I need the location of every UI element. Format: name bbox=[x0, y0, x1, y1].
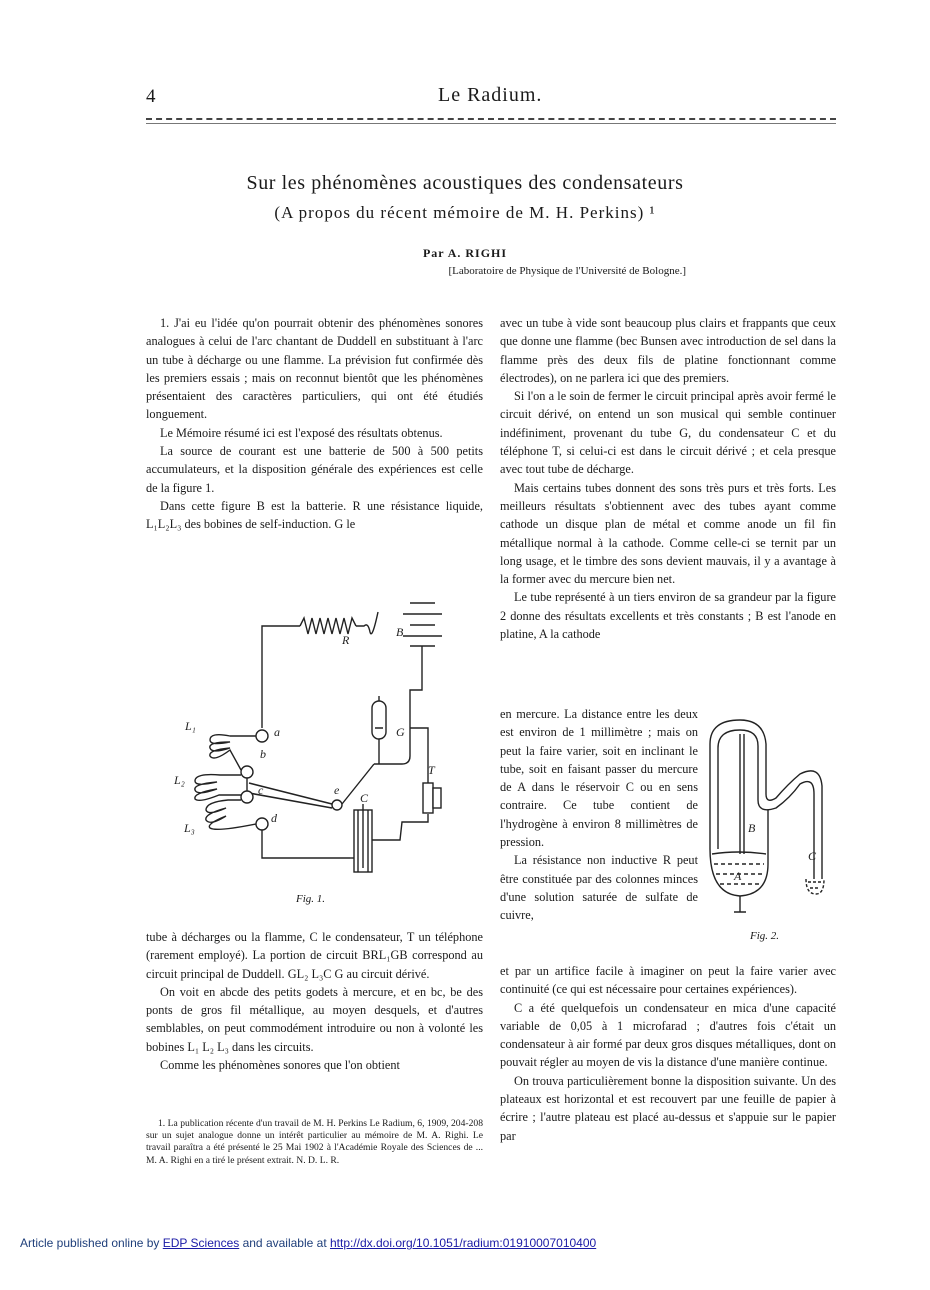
article-subtitle: (A propos du récent mémoire de M. H. Perkins) ¹ bbox=[274, 203, 656, 222]
label-e: e bbox=[334, 783, 340, 797]
right-column-end bbox=[500, 962, 836, 1145]
footnote-text: 1. La publication récente d'un travail de M. H. Perkins Le Radium, 6, 1909, 204-208 sur un sujet analogue donne un intérêt particulier au mémoire de M. A. Righi. Le travail paraîtra a été présenté le 25 Mai 1902 à l'Académie Royale des Sciences de ... M. A. Righi en a tiré le présent extrait. N. D. L. R. bbox=[146, 1118, 483, 1166]
label-A: A bbox=[734, 869, 742, 883]
paragraph: Le tube représenté à un tiers environ de sa grandeur par la figure 2 donne des résultats excellents et très constants ; B est l'anode en platine, A la cathode bbox=[500, 590, 836, 642]
tube-outline bbox=[710, 720, 822, 879]
anode-wire bbox=[740, 734, 744, 854]
battery-symbol bbox=[403, 603, 442, 646]
label-c: c bbox=[258, 783, 264, 797]
header-rule bbox=[146, 118, 836, 120]
label-L1: L₁ bbox=[185, 719, 196, 733]
right-column-wrapped-text bbox=[500, 705, 698, 925]
right-column bbox=[500, 314, 836, 643]
figure-2-caption: Fig. 2. bbox=[750, 930, 780, 942]
label-L2: L₂ bbox=[174, 773, 185, 787]
figure-2-discharge-tube bbox=[704, 714, 834, 924]
paragraph: C a été quelquefois un condensateur en mica d'une capacité variable de 0,05 à 1 microfarad ; d'autres fois c'était un condensateur à air formé par deux gros disques métalliques, dont on pouvait régler au moyen de vis la distance d'une manière continue. bbox=[500, 1000, 836, 1070]
paragraph: et par un artifice facile à imaginer on peut la faire varier avec continuité (ce qui est nécessaire pour certaines expériences). bbox=[500, 964, 836, 997]
article-title: Sur les phénomènes acoustiques des condensateurs bbox=[246, 172, 684, 194]
footer-prefix: Article published online by bbox=[20, 1236, 163, 1250]
paragraph: Comme les phénomènes sonores que l'on obtient bbox=[160, 1058, 400, 1073]
resistance-symbol bbox=[300, 618, 356, 634]
affiliation: [Laboratoire de Physique de l'Université de Bologne.] bbox=[448, 265, 686, 277]
label-C: C bbox=[808, 849, 817, 863]
paragraph: en mercure. La distance entre les deux est environ de 1 millimètre ; mais on peut la faire varier, soit en inclinant le tube, soit en faisant passer du mercure de A dans le réservoir C ou en sens contraire. Ce tube contient de l'hydrogène à environ 8 millimètres de pression. bbox=[500, 707, 698, 850]
publication-footer bbox=[20, 1236, 596, 1250]
paragraph: Le Mémoire résumé ici est l'exposé des résultats obtenus. bbox=[160, 425, 443, 440]
label-b: b bbox=[260, 747, 266, 761]
coil-l1 bbox=[210, 735, 256, 770]
paragraph: tube à décharges ou la flamme, C le condensateur, T un téléphone (rarement employé). La portion de circuit BRL₁GB correspond au circuit principal de Duddell. GL₂ L₃C G au circuit dérivé. bbox=[146, 930, 483, 981]
label-C: C bbox=[360, 791, 369, 805]
paragraph: La résistance non inductive R peut être constituée par des colonnes minces d'une solution saturée de sulfate de cuivre, bbox=[500, 853, 698, 923]
label-B: B bbox=[396, 625, 404, 639]
label-G: G bbox=[396, 725, 405, 739]
paragraph: avec un tube à vide sont beaucoup plus clairs et frappants que ceux que donne une flamme (bec Bunsen avec introduction de sel dans la flamme près des deux fils de platine fonctionnant comme électrodes), on ne parlera ici que des premiers. bbox=[500, 316, 836, 385]
doi-link[interactable]: http://dx.doi.org/10.1051/radium:01910007010400 bbox=[329, 1236, 597, 1250]
figure-1-caption: Fig. 1. bbox=[296, 893, 326, 905]
byline: Par A. RIGHI bbox=[422, 246, 508, 260]
running-title: Le Radium. bbox=[438, 84, 543, 106]
left-column bbox=[146, 314, 483, 534]
paragraph: Si l'on a le soin de fermer le circuit principal après avoir fermé le circuit dérivé, on entend un son musical qui semble continuer indéfiniment, provenant du tube G, du condensateur C et du téléphone T, si celui-ci est dans le circuit dérivé ; et cela presque avec tout tube de décharge. bbox=[500, 389, 836, 477]
label-d: d bbox=[271, 811, 277, 825]
figure-1-circuit-diagram bbox=[170, 578, 470, 888]
paragraph: La source de courant est une batterie de 500 à 500 petits accumulateurs, et la disposition générale des expériences est celle de la figure 1. bbox=[146, 444, 483, 495]
label-L3: L₃ bbox=[184, 821, 195, 835]
paragraph: Dans cette figure B est la batterie. R une résistance liquide, L₁L₂L₃ des bobines de self-induction. G le bbox=[146, 498, 483, 532]
header-rule-thin bbox=[146, 123, 836, 124]
paragraph: 1. J'ai eu l'idée qu'on pourrait obtenir des phénomènes sonores analogues à celui de l'arc chantant de Duddell en substituant à l'arc un tube à décharge ou une flamme. La prévision fut confirmée dès les premiers essais ; mais on reconnut bientôt que les phénomènes présentaient des caractères particuliers, qui ont été étudiés longuement. bbox=[146, 316, 483, 422]
coil-l3 bbox=[206, 800, 256, 829]
page-number: 4 bbox=[146, 86, 156, 107]
footer-middle: and available at bbox=[239, 1236, 330, 1250]
label-R: R bbox=[342, 633, 350, 647]
label-T: T bbox=[428, 763, 435, 777]
publisher-link[interactable]: EDP Sciences bbox=[162, 1236, 240, 1250]
paragraph: On voit en abcde des petits godets à mercure, et en bc, be des ponts de gros fil métallique, au moyen desquels, et d'autres semblables, on peut commodément introduire ou non à volonté les bobines L₁ L₂ L₃ dans les circuits. bbox=[146, 984, 483, 1054]
paragraph: Mais certains tubes donnent des sons très purs et très forts. Les meilleurs résultats s'obtiennent avec des tubes ayant comme cathode un disque plan de métal et comme anode un fil fin métallique normal à la cathode. Comme celle-ci se ternit par un long usage, et le timbre des sons devient mauvais, il y a avantage à la former avec du mercure bien net. bbox=[500, 480, 836, 587]
left-column-continued bbox=[146, 928, 483, 1074]
label-a: a bbox=[274, 725, 280, 739]
coil-l2 bbox=[195, 775, 241, 801]
paragraph: On trouva particulièrement bonne la disposition suivante. Un des plateaux est horizontal et est recouvert par une feuille de papier à écrire ; l'autre plateau est placé au-dessus et s'appuie sur le papier par bbox=[500, 1073, 836, 1143]
footnote bbox=[146, 1118, 483, 1167]
label-B: B bbox=[748, 821, 756, 835]
